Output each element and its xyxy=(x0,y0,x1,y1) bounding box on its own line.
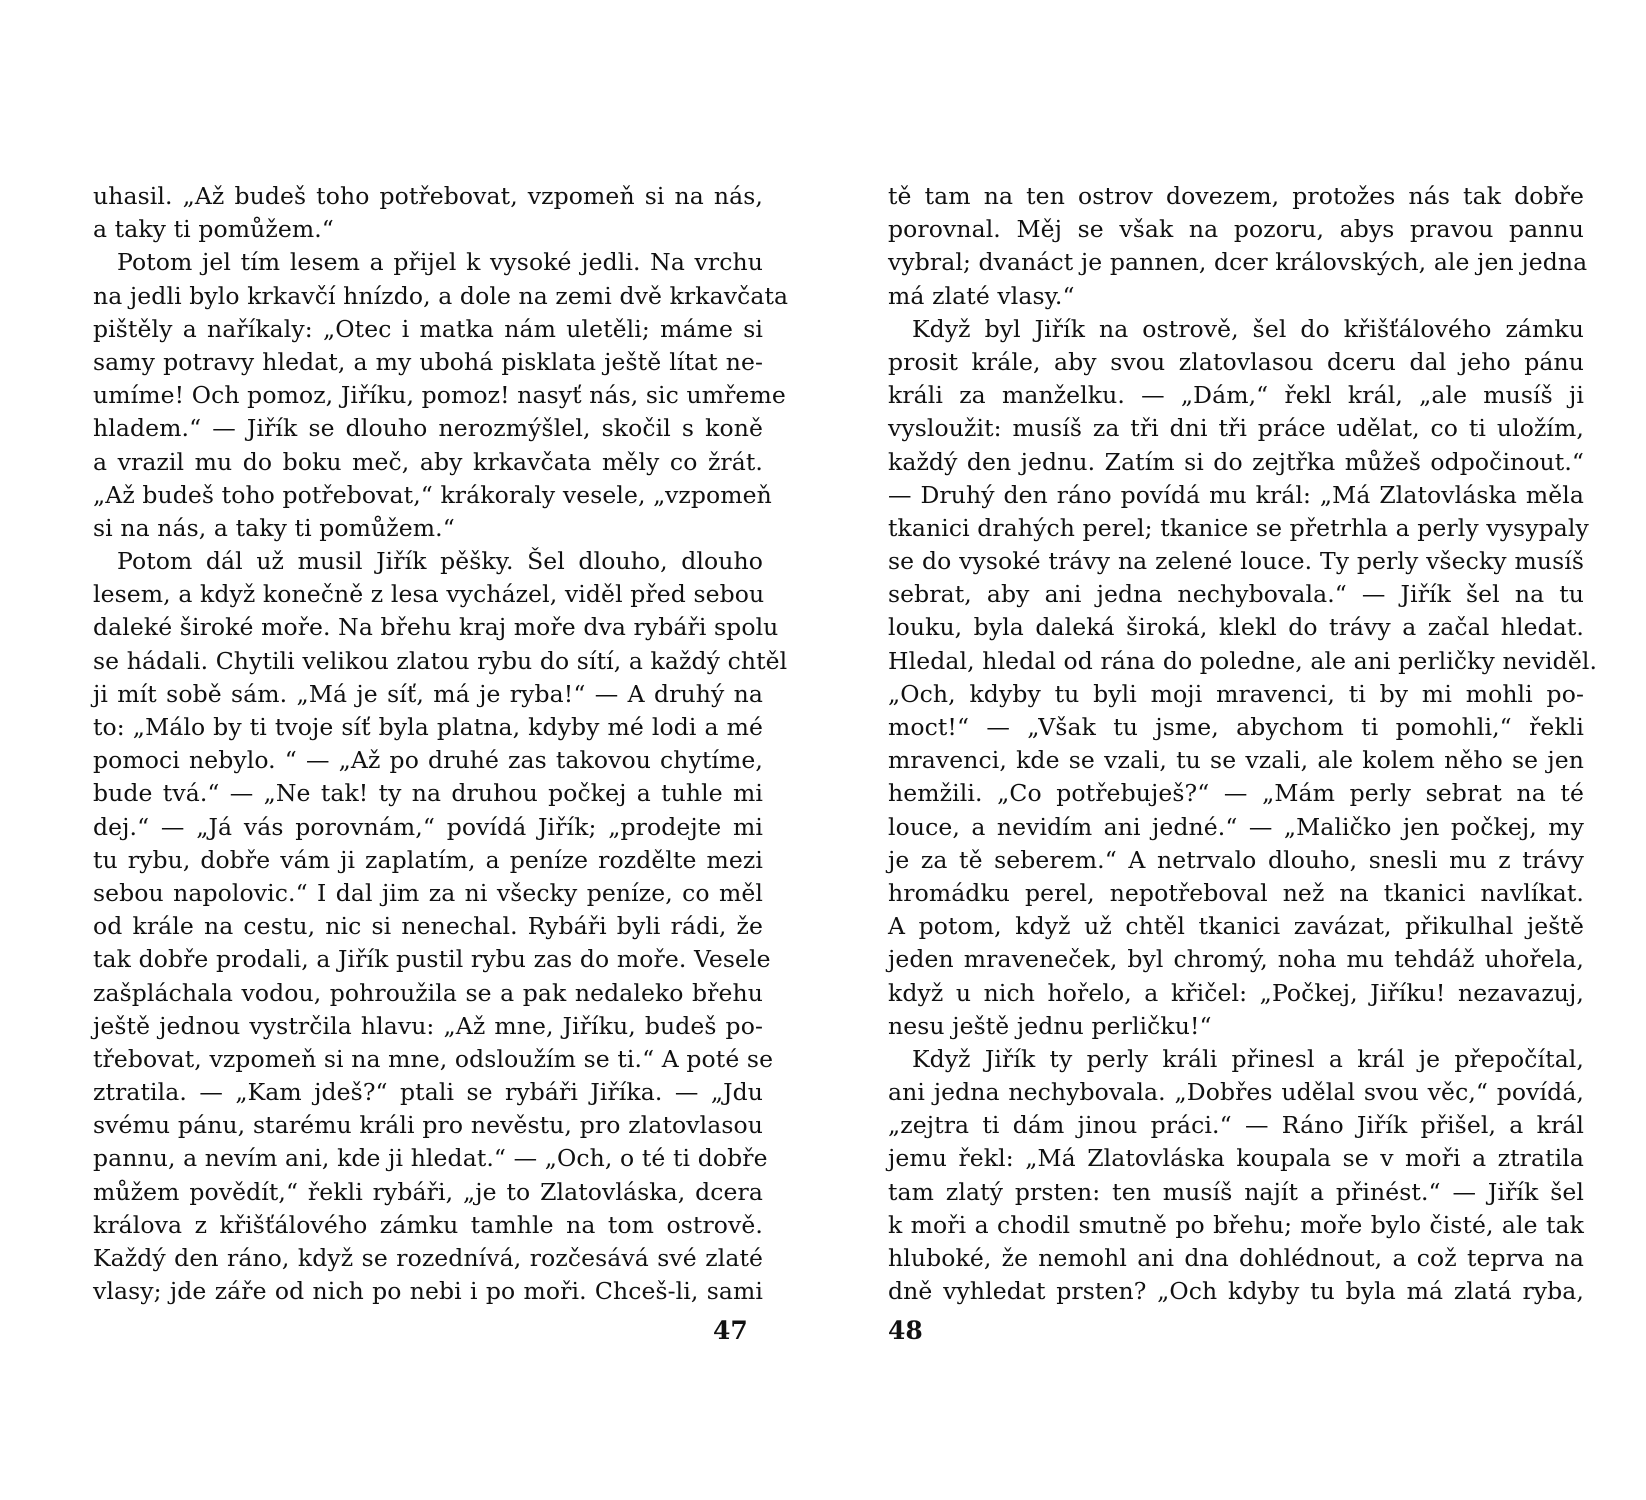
text-line: je za tě seberem.“ A netrvalo dlouho, snesli mu z trávy xyxy=(888,845,1584,874)
left-page xyxy=(93,180,789,1308)
text-line: jemu řekl: „Má Zlatovláska koupala se v moři a ztratila xyxy=(888,1144,1584,1173)
text-line: moct!“ — „Však tu jsme, abychom ti pomohli,“ řekli xyxy=(888,713,1584,741)
text-line: mravenci, kde se vzali, tu se vzali, ale kolem něho se jen xyxy=(888,746,1584,775)
text-line: tě tam na ten ostrov dovezem, protožes nás tak dobře xyxy=(888,182,1584,210)
text-line: Každý den ráno, když se rozednívá, rozčesává své zlaté xyxy=(93,1244,763,1272)
text-line: od krále na cestu, nic si nenechal. Rybáři byli rádi, že xyxy=(93,912,763,941)
text-line: hladem.“ — Jiřík se dlouho nerozmýšlel, skočil s koně xyxy=(93,414,763,443)
text-line: když u nich hořelo, a křičel: „Počkej, Jiříku! nezavazuj, xyxy=(888,978,1584,1007)
text-line: hromádku perel, nepotřeboval než na tkanici navlíkat. xyxy=(888,878,1584,907)
text-line: prosit krále, aby svou zlatovlasou dceru dal jeho pánu xyxy=(888,347,1584,376)
text-line: vysloužit: musíš za tři dni tři práce udělat, co ti uložím, xyxy=(888,414,1584,443)
text-line: porovnal. Měj se však na pozoru, abys pravou pannu xyxy=(888,215,1584,244)
text-line: králi za manželku. — „Dám,“ řekl král, „ale musíš ji xyxy=(888,381,1584,410)
text-line: ztratila. — „Kam jdeš?“ ptali se rybáři Jiříka. — „Jdu xyxy=(93,1078,763,1107)
text-line: louce, a nevidím ani jedné.“ — „Maličko jen počkej, my xyxy=(888,812,1584,841)
text-line: ještě jednou vystrčila hlavu: „Až mne, Jiříku, budeš po- xyxy=(93,1011,763,1040)
text-line: si na nás, a taky ti pomůžem.“ xyxy=(93,513,455,542)
text-line: Potom jel tím lesem a přijel k vysoké jedli. Na vrchu xyxy=(117,248,763,277)
text-line: pannu, a nevím ani, kde ji hledat.“ — „Och, o té ti dobře xyxy=(93,1144,768,1173)
text-line: můžem povědít,“ řekli rybáři, „je to Zlatovláska, dcera xyxy=(93,1177,763,1206)
text-line: hemžili. „Co potřebuješ?“ — „Mám perly sebrat na té xyxy=(888,779,1584,808)
text-line: lesem, a když konečně z lesa vycházel, viděl před sebou xyxy=(93,580,765,609)
text-line: dej.“ — „Já vás porovnám,“ povídá Jiřík; „prodejte mi xyxy=(93,812,763,841)
text-line: uhasil. „Až budeš toho potřebovat, vzpomeň si na nás, xyxy=(93,182,763,210)
text-line: a vrazil mu do boku meč, aby krkavčata měly co žrát. xyxy=(93,447,763,476)
text-line: bude tvá.“ — „Ne tak! ty na druhou počkej a tuhle mi xyxy=(93,779,763,808)
text-line: vlasy; jde záře od nich po nebi i po moři. Chceš-li, sami xyxy=(93,1277,763,1306)
text-line: se hádali. Chytili velikou zlatou rybu do sítí, a každý chtěl xyxy=(93,646,788,675)
text-line: Potom dál už musil Jiřík pěšky. Šel dlouho, dlouho xyxy=(117,547,763,576)
text-line: nesu ještě jednu perličku!“ xyxy=(888,1011,1212,1040)
text-line: jeden mraveneček, byl chromý, noha mu tehdáž uhořela, xyxy=(888,945,1584,974)
text-line: tkanici drahých perel; tkanice se přetrhla a perly vysypaly xyxy=(888,513,1589,542)
text-line: králova z křišťálového zámku tamhle na tom ostrově. xyxy=(93,1210,763,1239)
text-line: A potom, když už chtěl tkanici zavázat, přikulhal ještě xyxy=(888,912,1584,941)
text-line: ani jedna nechybovala. „Dobřes udělal svou věc,“ povídá, xyxy=(888,1078,1584,1107)
text-line: ji mít sobě sám. „Má je síť, má je ryba!“ — A druhý na xyxy=(93,679,763,708)
text-line: se do vysoké trávy na zelené louce. Ty perly všecky musíš xyxy=(888,547,1584,576)
text-line: „Och, kdyby tu byli moji mravenci, ti by mi mohli po- xyxy=(888,679,1584,708)
text-line: Když Jiřík ty perly králi přinesl a král je přepočítal, xyxy=(912,1044,1584,1073)
text-line: sebou napolovic.“ I dal jim za ni všecky peníze, co měl xyxy=(93,878,763,907)
text-line: vybral; dvanáct je pannen, dcer královských, ale jen jedna xyxy=(888,248,1588,277)
text-line: a taky ti pomůžem.“ xyxy=(93,215,334,244)
text-line: hluboké, že nemohl ani dna dohlédnout, a což teprva na xyxy=(888,1244,1584,1272)
text-line: „zejtra ti dám jinou práci.“ — Ráno Jiřík přišel, a král xyxy=(888,1111,1584,1140)
text-line: má zlaté vlasy.“ xyxy=(888,281,1075,310)
text-line: pištěly a naříkaly: „Otec i matka nám uletěli; máme si xyxy=(93,314,763,343)
text-line: každý den jednu. Zatím si do zejtřka můžeš odpočinout.“ xyxy=(888,447,1584,476)
text-line: samy potravy hledat, a my ubohá pisklata ještě lítat ne- xyxy=(93,347,763,376)
text-line: Hledal, hledal od rána do poledne, ale ani perličky neviděl. xyxy=(888,646,1598,675)
text-line: daleké široké moře. Na břehu kraj moře dva rybáři spolu xyxy=(93,613,779,642)
text-line: louku, byla daleká široká, klekl do trávy a začal hledat. xyxy=(888,613,1584,642)
page-number-left: 47 xyxy=(713,1316,748,1345)
text-line: pomoci nebylo. “ — „Až po druhé zas takovou chytíme, xyxy=(93,746,763,775)
text-line: zašpláchala vodou, pohroužila se a pak nedaleko břehu xyxy=(93,978,763,1007)
text-line: třebovat, vzpomeň si na mne, odsloužím se ti.“ A poté se xyxy=(93,1044,774,1073)
text-line: „Až budeš toho potřebovat,“ krákoraly vesele, „vzpomeň xyxy=(93,480,772,509)
text-line: k moři a chodil smutně po břehu; moře bylo čisté, ale tak xyxy=(888,1210,1584,1239)
text-line: tam zlatý prsten: ten musíš najít a přinést.“ — Jiřík šel xyxy=(888,1177,1584,1206)
text-line: — Druhý den ráno povídá mu král: „Má Zlatovláska měla xyxy=(888,480,1584,509)
text-line: svému pánu, starému králi pro nevěstu, pro zlatovlasou xyxy=(93,1111,763,1140)
text-line: umíme! Och pomoz, Jiříku, pomoz! nasyť nás, sic umřeme xyxy=(93,381,786,410)
text-line: tu rybu, dobře vám ji zaplatím, a peníze rozdělte mezi xyxy=(93,845,763,874)
right-page xyxy=(888,180,1598,1308)
text-line: na jedli bylo krkavčí hnízdo, a dole na zemi dvě krkavčata xyxy=(93,281,789,310)
text-line: to: „Málo by ti tvoje síť byla platna, kdyby mé lodi a mé xyxy=(93,713,763,741)
page-number-right: 48 xyxy=(888,1316,923,1345)
text-line: tak dobře prodali, a Jiřík pustil rybu zas do moře. Vesele xyxy=(93,945,771,974)
text-line: Když byl Jiřík na ostrově, šel do křišťálového zámku xyxy=(912,314,1584,343)
text-line: dně vyhledat prsten? „Och kdyby tu byla má zlatá ryba, xyxy=(888,1277,1584,1306)
text-line: sebrat, aby ani jedna nechybovala.“ — Jiřík šel na tu xyxy=(888,580,1584,609)
